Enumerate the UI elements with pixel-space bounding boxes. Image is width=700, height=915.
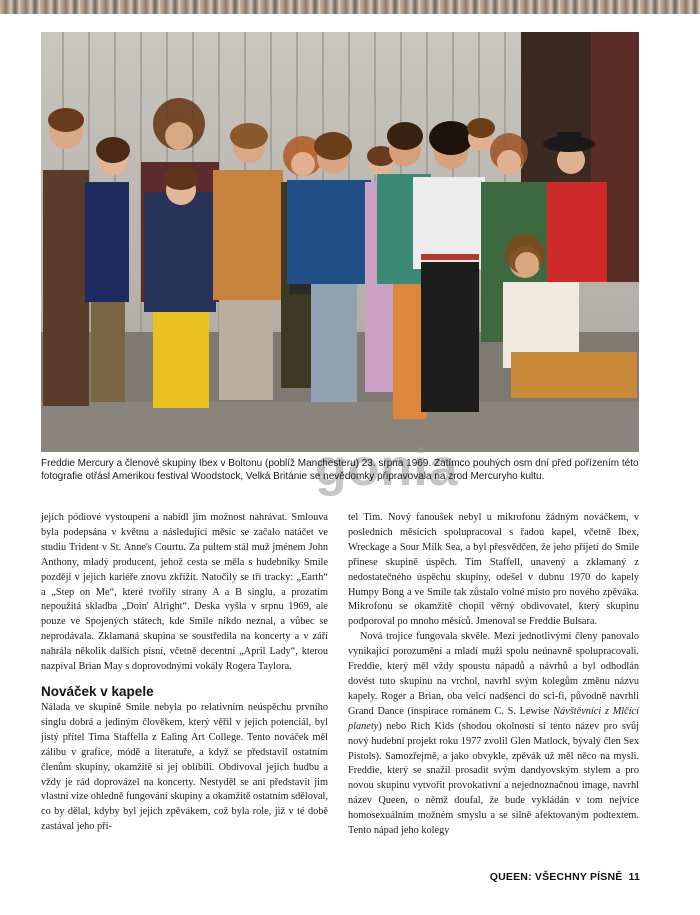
page-footer (490, 871, 640, 883)
book-title-footer: QUEEN: VŠECHNY PÍSNĚ (489, 871, 623, 883)
book-title: Návštěvníci z Mlčící planety (348, 705, 639, 732)
paragraph-text: Nová trojice fungovala skvěle. Mezi jednotlivými členy panovalo vynikající porozumění a mladí muži spolu neúnavně spolupracovali. Freddie, který měl vždy spoustu nápadů a návrhů a byl odhodlán dovést tuto skupinu na vrchol, navrhl svým kolegům změnu názvu kapely. Roger a Brian, oba velcí nadšenci do sci-fi, původně navrhli Grand Dance (inspirace románem C. S. Lewise (348, 631, 639, 717)
paragraph: tel Tim. Nový fanoušek nebyl u mikrofonu žádným nováčkem, v posledních měsících spolupracoval s řadou kapel, včetně Ibex, Wreckage a Sour Milk Sea, a byl přesvědčen, že jeho příjetí do Smile přinese skupině úspěch. Tim Staffell, unavený a zklamaný z nedostatečného úspěchu skupiny, odešel v dubnu 1970 do kapely Humpy Bong a ve Smile tak zůstalo volné místo pro nového zpěváka. Mikrofonu se okamžitě chopil věrný obdivovatel, který skupinu podporoval po mnoho měsíců. Jmenoval se Freddie Bulsara. (348, 512, 639, 628)
band-group-photo (41, 32, 639, 452)
paragraph: jejich pódiové vystoupení a nabídl jim možnost nahrávat. Smlouva byla podepsána v květnu a následující měsíc se začalo natáčet ve studiu Trident v St. Anne's Courtu. Za pultem stál muž jménem John Anthony, mladý producent, jehož cesta se měla s hudebníky Smile později v jejich kariéře znovu zkřížit. Natočily se tři tracky: „Earth“ a „Step on Me“, které tvořily strany A a B singlu, a prozatím nepoužitá skladba „Doin' Alright“. Deska vyšla v srpnu 1969, ale pouze ve Spojených státech, kde Smile nikdo neznal, a vůbec se neprodávala. Zklamaná skupina se soustředila na koncerty a v září nahrála několik dalších písní, včetně decentní „April Lady“, kterou nazpíval Brian May s doprovodnými vokály Rogera Taylora. (41, 512, 328, 673)
page-number: 11 (628, 871, 640, 883)
section-heading: Nováček v kapele (41, 683, 154, 699)
decorative-top-strip (0, 0, 700, 14)
paragraph (348, 630, 639, 839)
photo-caption: Freddie Mercury a členové skupiny Ibex v Boltonu (poblíž Manchesteru) 23. srpna 1969. Zatímco pouhých osm dní před pořízením této fotografie otřásl Amerikou festival Woodstock, Velká Británie se nevědomky připravovala na zrod Mercuryho kultu. (41, 458, 639, 482)
watermark: gonia (315, 439, 459, 497)
paragraph: Nálada ve skupině Smile nebyla po relativním neúspěchu prvního singlu dobrá a jediným člověkem, který věřil v jejich potenciál, byl jistý přítel Tima Staffella z Ealing Art College. Tento nováček měl zálibu v grafice, módě a literatuře, a když se představil ostatním členům skupiny, okamžitě si jej oblíbili. Obdivoval jejich hudbu a vždy je rád doprovázel na koncerty. Nestyděl se ani představit jim vlastní vize ohledně fungování skupiny a okamžitě ostatním sděloval, co by dělal, kdyby byl jejich zpěvákem, což byla role, již v té době zastával jeho pří- (41, 701, 328, 833)
paragraph-text: ) nebo Rich Kids (shodou okolností si tento název pro svůj nový hudební projekt roku 1977 zvolil Glen Matlock, bývalý člen Sex Pistols). Samozřejmě, a jako obvykle, zpěvák už měl něco na mysli. Freddie, který se snažil prosadit svým dandyovským stylem a pro novou skupinu vytvořit provokativní a nejednoznačnou image, navrhl název Queen, o němž doufal, že bude vykládán v tom nejvíce homosexuálním možném smyslu a se silně afektovaným podtextem. Tento nápad jeho kolegy (348, 720, 639, 837)
left-text-column (41, 511, 328, 835)
right-text-column (348, 511, 639, 839)
